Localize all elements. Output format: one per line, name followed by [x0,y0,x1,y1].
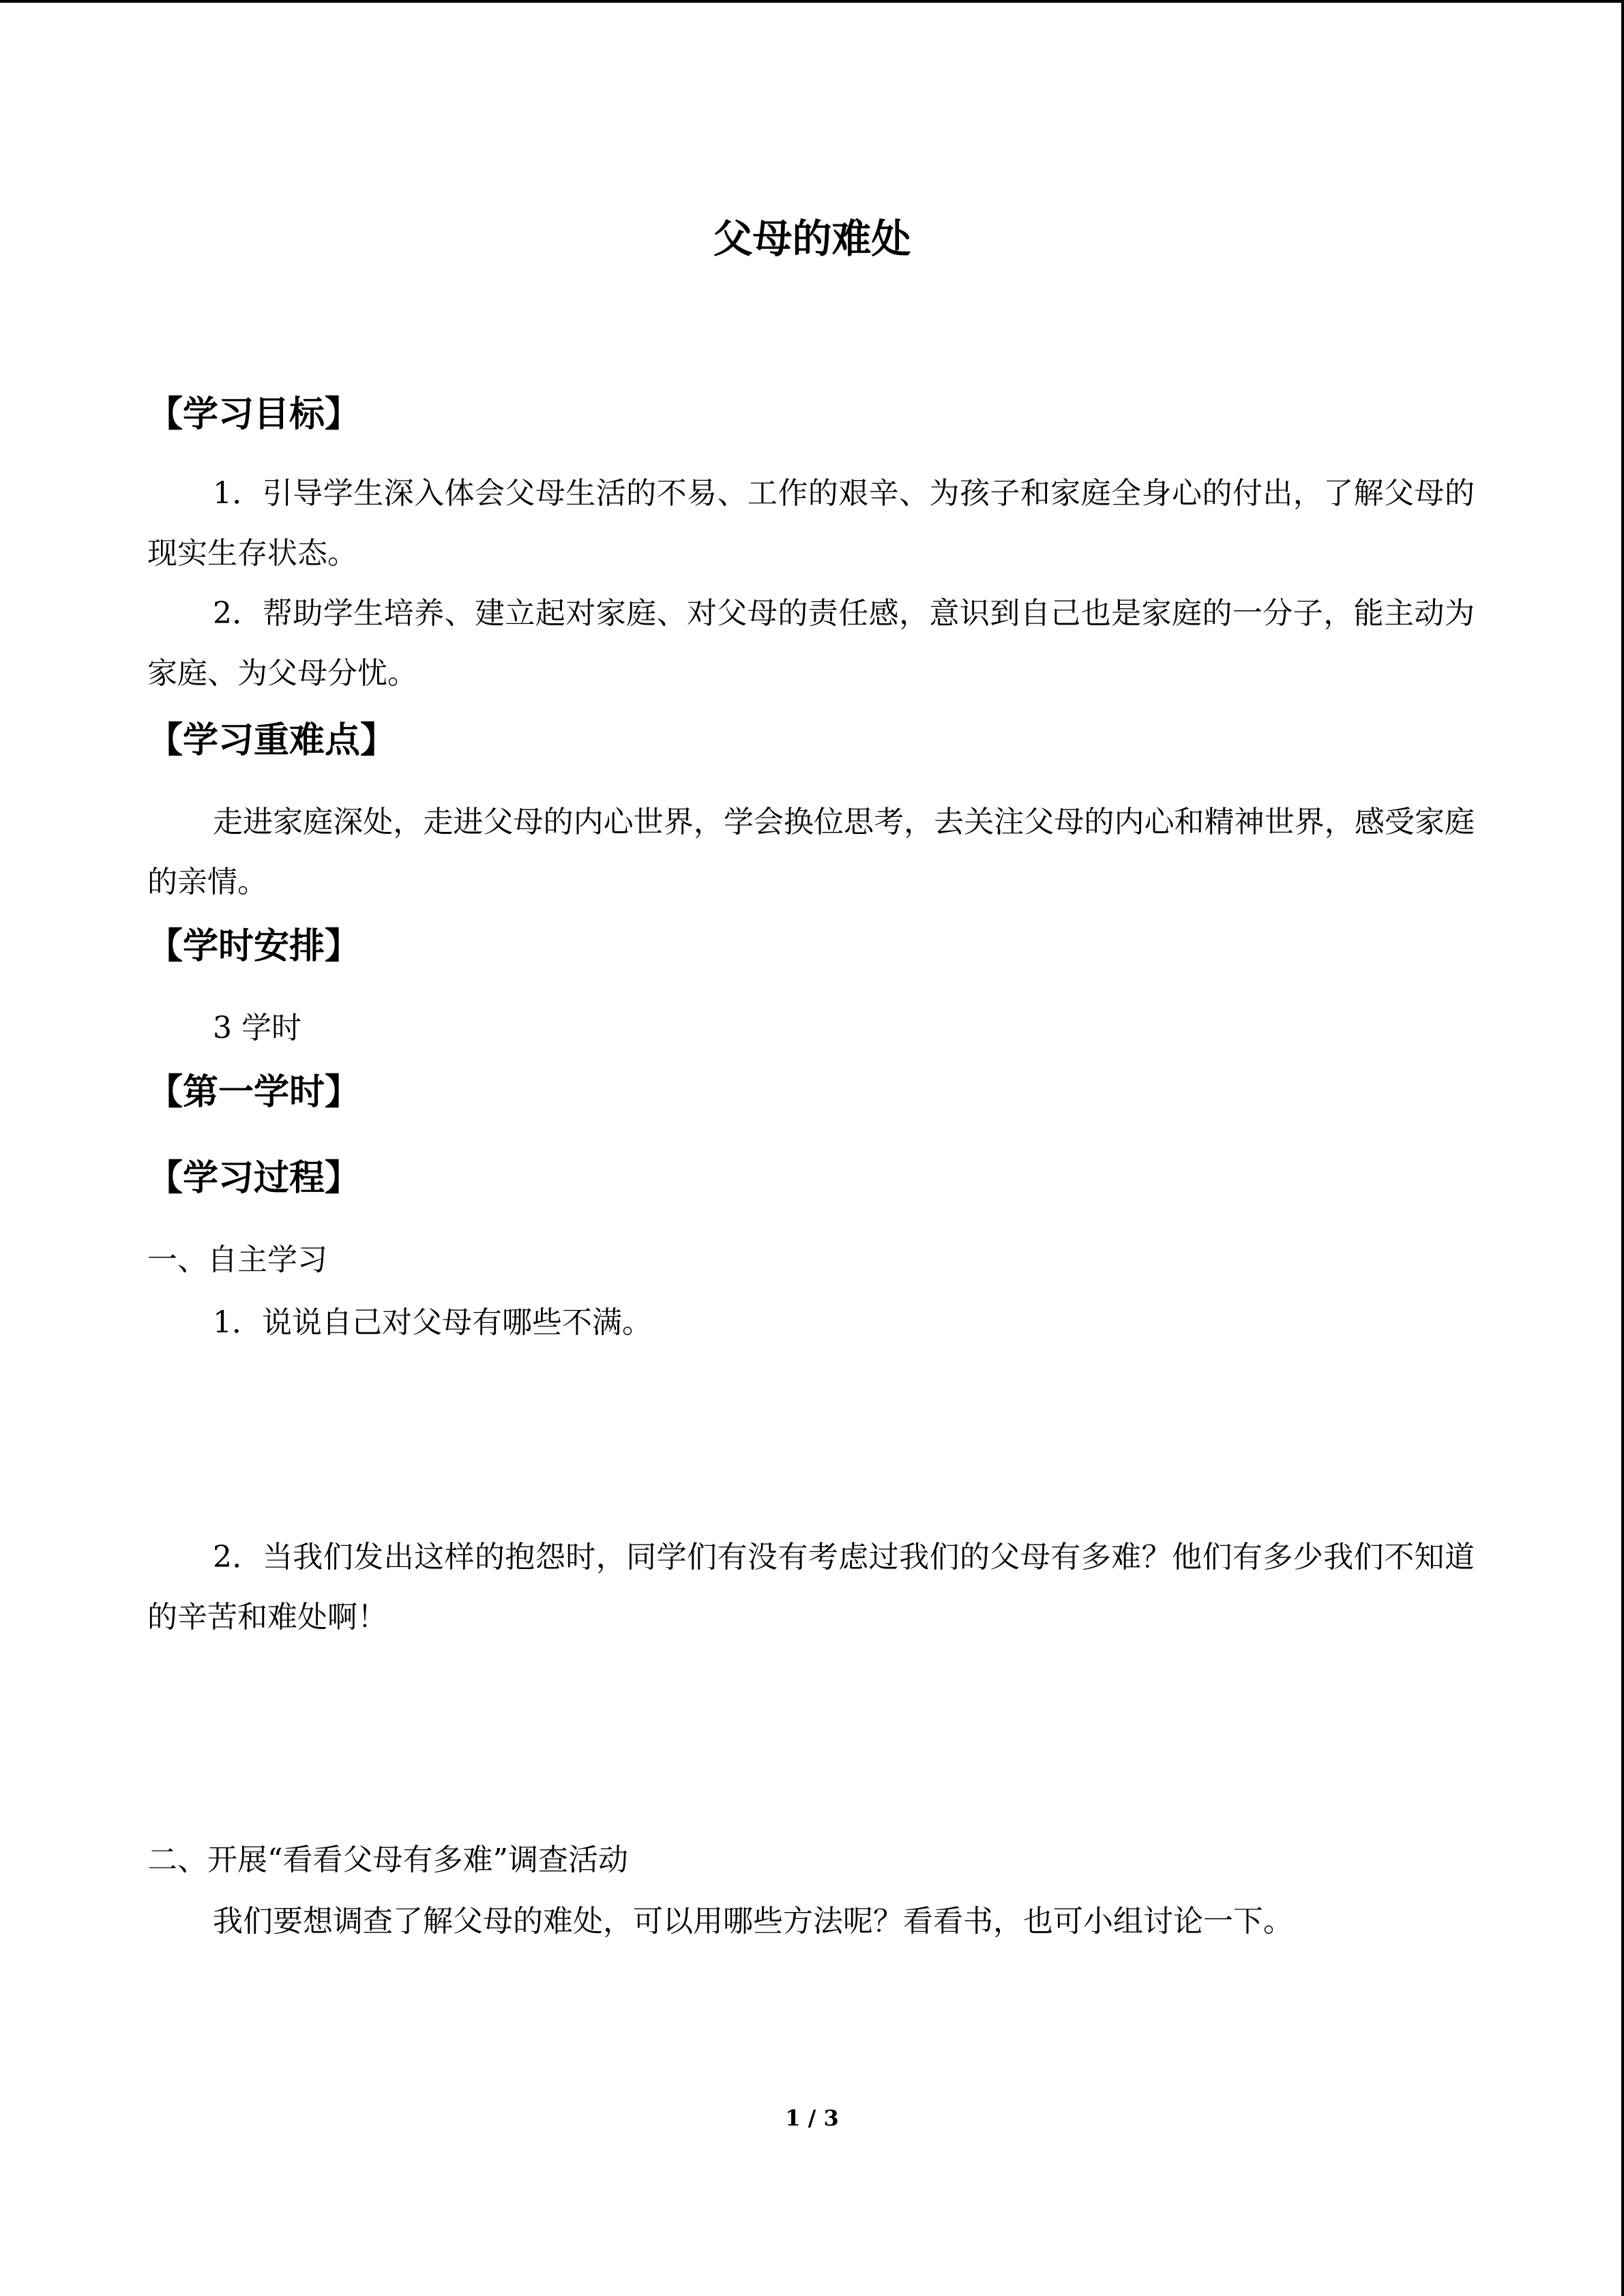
document-title: 父母的难处 [713,215,911,262]
page-number: 1 / 3 [785,2105,839,2131]
key-points-text: 走进家庭深处，走进父母的内心世界，学会换位思考，去关注父母的内心和精神世界，感受家庭的亲情。 [147,805,1475,899]
schedule-text: 3 学时 [213,1011,301,1045]
heading-schedule: 【学时安排】 [147,926,361,967]
part2-title: 二、开展“看看父母有多难”调查活动 [147,1843,628,1877]
page-border-top [0,0,1624,3]
heading-process: 【学习过程】 [147,1158,361,1199]
objective-item-1: 1．引导学生深入体会父母生活的不易、工作的艰辛、为孩子和家庭全身心的付出，了解父母的现实生存状态。 [147,476,1475,571]
heading-key-points: 【学习重难点】 [147,720,396,761]
part1-title: 一、自主学习 [147,1242,327,1277]
heading-first-period: 【第一学时】 [147,1072,361,1113]
part1-question-2: 2．当我们发出这样的抱怨时，同学们有没有考虑过我们的父母有多难？他们有多少我们不知道的辛苦和难处啊！ [147,1540,1475,1635]
objective-item-2: 2．帮助学生培养、建立起对家庭、对父母的责任感，意识到自己也是家庭的一分子，能主动为家庭、为父母分忧。 [147,596,1475,691]
page-border-right [1621,0,1624,2296]
part1-question-1: 1．说说自己对父母有哪些不满。 [213,1305,652,1340]
part2-text: 我们要想调查了解父母的难处，可以用哪些方法呢？看看书，也可小组讨论一下。 [213,1904,1293,1939]
heading-objectives: 【学习目标】 [147,394,361,435]
